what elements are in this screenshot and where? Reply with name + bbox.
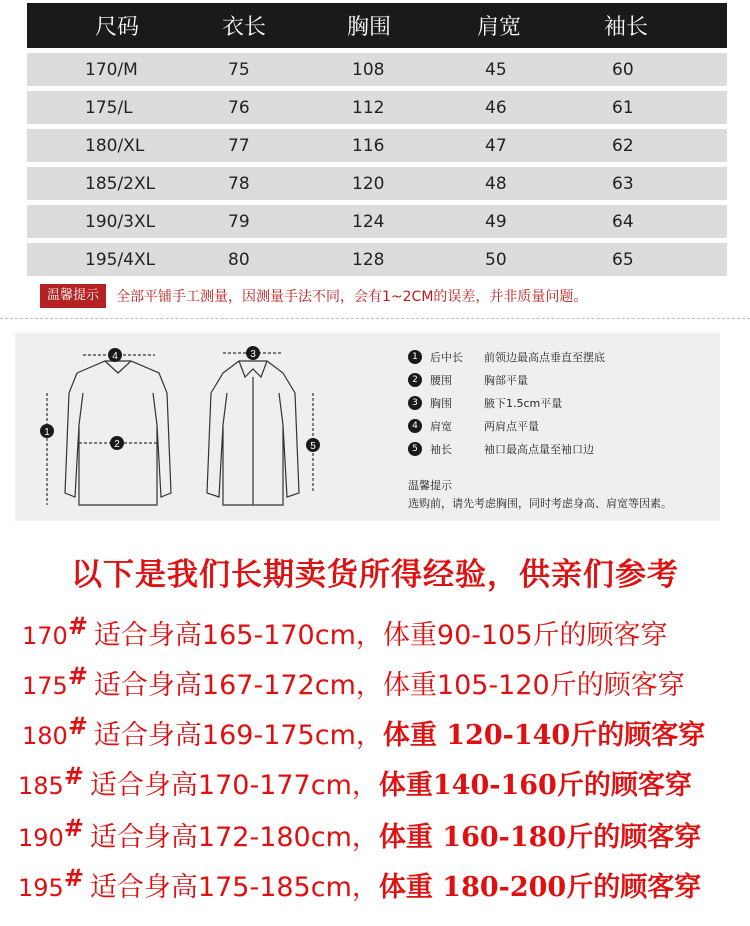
table-row	[27, 205, 727, 238]
table-cell: 79	[228, 211, 250, 232]
experience-row	[18, 814, 701, 854]
legend-name: 胸围	[430, 396, 452, 410]
tip-badge: 温馨提示	[40, 284, 106, 308]
hash-mark: #	[63, 814, 84, 842]
divider	[0, 318, 750, 319]
jacket-diagram	[15, 333, 395, 521]
hash-mark: #	[67, 712, 88, 740]
hash-mark: #	[63, 762, 84, 790]
marker-2: 2	[114, 439, 120, 450]
table-cell: 190/3XL	[85, 211, 156, 232]
legend-desc: 前领边最高点垂直至摆底	[484, 350, 605, 364]
height-range: 适合身高167-172cm，	[93, 670, 383, 701]
table-cell: 195/4XL	[85, 249, 156, 270]
jacket-front-collar	[239, 361, 267, 377]
table-cell: 128	[352, 249, 385, 270]
table-cell: 175/L	[85, 97, 133, 118]
legend-row	[408, 368, 605, 391]
table-cell: 80	[228, 249, 250, 270]
hash-mark: #	[67, 662, 88, 690]
experience-title: 以下是我们长期卖货所得经验，供亲们参考	[71, 557, 679, 593]
measurement-legend	[408, 345, 605, 460]
hash-mark: #	[63, 864, 84, 892]
table-cell: 116	[352, 135, 385, 156]
size-label: 175	[22, 672, 68, 700]
table-cell: 50	[485, 249, 507, 270]
legend-name: 肩宽	[430, 419, 452, 433]
legend-desc: 胸部平量	[484, 373, 528, 387]
legend-name: 后中长	[430, 350, 463, 364]
weight-range: 体重90-105斤的顾客穿	[382, 620, 668, 651]
legend-desc: 两肩点平量	[484, 419, 539, 433]
table-cell: 170/M	[85, 59, 138, 80]
size-label: 190	[18, 824, 64, 852]
diagram-tip-text: 选购前，请先考虑胸围，同时考虑身高、肩宽等因素。	[408, 497, 672, 510]
table-cell: 60	[612, 59, 634, 80]
table-cell: 47	[485, 135, 507, 156]
table-cell: 65	[612, 249, 634, 270]
size-table	[27, 3, 727, 276]
legend-number: 4	[408, 419, 422, 433]
table-cell: 61	[612, 97, 634, 118]
table-row	[27, 243, 727, 276]
legend-number: 3	[408, 396, 422, 410]
legend-row	[408, 437, 605, 460]
marker-5: 5	[310, 441, 316, 452]
table-cell: 185/2XL	[85, 173, 156, 194]
height-range: 适合身高165-170cm，	[93, 620, 383, 651]
table-row	[27, 129, 727, 162]
table-header	[27, 3, 727, 48]
height-range: 适合身高169-175cm，	[93, 720, 383, 751]
marker-3: 3	[250, 349, 256, 360]
hash-mark: #	[67, 612, 88, 640]
legend-desc: 袖口最高点量至袖口边	[484, 442, 594, 456]
marker-4: 4	[112, 351, 118, 362]
table-cell: 124	[352, 211, 385, 232]
legend-number: 1	[408, 350, 422, 364]
legend-name: 袖长	[430, 442, 452, 456]
table-row	[27, 91, 727, 124]
measurement-tip	[40, 284, 587, 308]
experience-row	[18, 864, 701, 904]
legend-row	[408, 345, 605, 368]
table-cell: 112	[352, 97, 385, 118]
size-label: 185	[18, 772, 64, 800]
experience-row	[22, 712, 705, 752]
weight-range: 体重 120-140斤的顾客穿	[382, 720, 706, 751]
weight-range: 体重 160-180斤的顾客穿	[378, 822, 702, 853]
table-cell: 45	[485, 59, 507, 80]
table-cell: 180/XL	[85, 135, 145, 156]
legend-desc: 腋下1.5cm平量	[484, 396, 563, 410]
tip-text: 全部平铺手工测量，因测量手法不同，会有1~2CM的误差，并非质量问题。	[116, 289, 588, 305]
table-cell: 49	[485, 211, 507, 232]
size-label: 170	[22, 622, 68, 650]
table-cell: 46	[485, 97, 507, 118]
measurement-diagram-panel	[15, 333, 720, 521]
header-sleeve: 袖长	[604, 15, 649, 40]
weight-range: 体重105-120斤的顾客穿	[382, 670, 685, 701]
size-label: 180	[22, 722, 68, 750]
table-cell: 120	[352, 173, 385, 194]
table-cell: 77	[228, 135, 250, 156]
table-cell: 48	[485, 173, 507, 194]
experience-row	[22, 662, 685, 702]
marker-1: 1	[44, 427, 50, 438]
diagram-tip-title: 温馨提示	[408, 479, 452, 492]
table-cell: 78	[228, 173, 250, 194]
height-range: 适合身高172-180cm，	[89, 822, 379, 853]
header-size: 尺码	[95, 15, 140, 40]
jacket-back-collar	[105, 361, 131, 373]
legend-row	[408, 414, 605, 437]
diagram-tip	[408, 477, 672, 513]
legend-row	[408, 391, 605, 414]
table-cell: 62	[612, 135, 634, 156]
height-range: 适合身高170-177cm，	[89, 770, 379, 801]
table-cell: 63	[612, 173, 634, 194]
header-length: 衣长	[222, 15, 267, 40]
jacket-back-outline	[65, 361, 171, 505]
table-cell: 76	[228, 97, 250, 118]
header-shoulder: 肩宽	[477, 15, 522, 40]
weight-range: 体重140-160斤的顾客穿	[378, 770, 692, 801]
legend-number: 2	[408, 373, 422, 387]
experience-row	[22, 612, 668, 652]
header-chest: 胸围	[347, 15, 392, 40]
height-range: 适合身高175-185cm，	[89, 872, 379, 903]
size-label: 195	[18, 874, 64, 902]
table-cell: 108	[352, 59, 385, 80]
table-row	[27, 167, 727, 200]
weight-range: 体重 180-200斤的顾客穿	[378, 872, 702, 903]
legend-name: 腰围	[430, 373, 452, 387]
table-cell: 64	[612, 211, 634, 232]
legend-number: 5	[408, 442, 422, 456]
experience-row	[18, 762, 692, 802]
table-cell: 75	[228, 59, 250, 80]
table-row	[27, 53, 727, 86]
